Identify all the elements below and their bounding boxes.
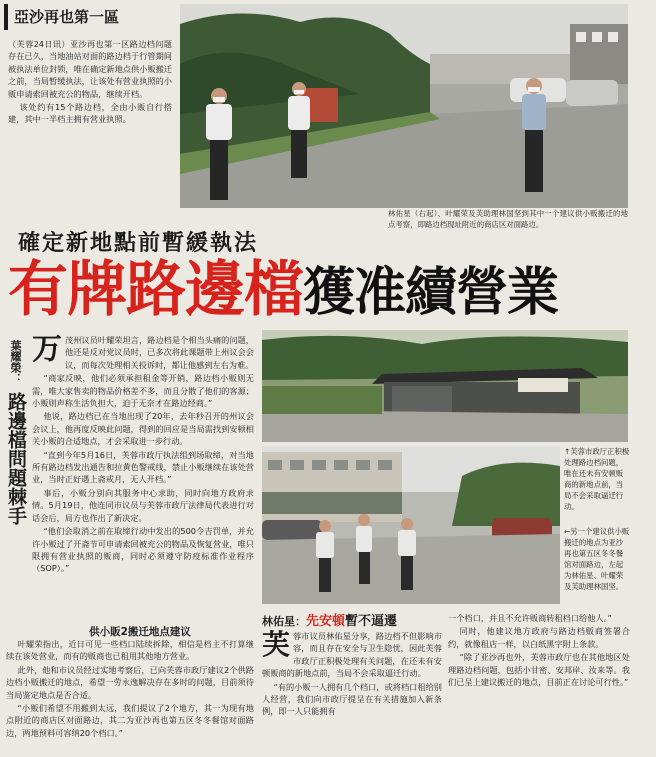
photo-roadside-inspection <box>180 4 628 208</box>
col1-paragraph-5: 事后，小贩分别向其服务中心求助，同时向地方政府求情。5月19日，他连同市议员与芙蓉市政厅法律局代表进行对话会后，局方也作出了新决定。 <box>32 487 254 523</box>
photo2-scene <box>262 330 628 442</box>
photo-roadside-stalls <box>262 330 628 442</box>
col3-paragraph-2: 同时，他建议地方政府与路边档贩商签署合约，就像租店一样，以白纸黑字附上条款。 <box>448 626 630 649</box>
col3-paragraph-1: 一个档口，并且不允许贩商转租档口给他人。” <box>448 613 612 623</box>
col1b-paragraph-1: 叶耀荣指出，近日可见一些档口陆续拆除，相信是档主不打算继续在该处营业，而有的贩商也已租用其他地方营业。 <box>6 639 254 662</box>
photo2-caption: ↑芙蓉市政厅正积极处理路边档问题，唯在还未有安顿贩商的新地点前，当局不会采取逼迁行动。 <box>564 447 630 511</box>
headline-main-red: 有牌路邊檔 <box>8 255 303 325</box>
column2-story <box>262 630 442 719</box>
column1-story <box>32 334 254 576</box>
side-label-person: 葉耀榮： <box>9 340 22 384</box>
col1-paragraph-3: 他说，路边档已在当地出现了20年，去年秒召开的州议会会议上，他再度反映此问题，得到的回应是当局需找到安顿相关小贩的合适地点，才会采取进一步行动。 <box>32 411 254 447</box>
col1b-paragraph-2: 此外，他和市议员经过实地考察后，已向芙蓉市政厅建议2个供路边档小贩搬迁的地点，希望一劳永逸解决存在多时的问题，目前须待当局鉴定地点是否合适。 <box>6 664 254 700</box>
top-paragraph-1: （芙蓉24日讯）亚沙再也第一区路边档问题存在已久，当地油站对面的路边档于行管期间被执法单位封锁，唯在确定新地点供小贩搬迁之前，当局暂缓执法，让该处有营业执照的小贩申请索回被充公的物品，继续开档。 <box>8 39 172 99</box>
col1-paragraph-4: “直到今年5月16日，芙蓉市政厅执法组到场取缔，对当地所有路边档发出通告和拉黄色警戒线，禁止小贩继续在该处营业，当时正好遇上斋戒月，无人开档。” <box>32 449 254 485</box>
headline-main-black: 獲准續營業 <box>303 263 559 323</box>
column1-subhead: 供小販2搬迁地点建议 <box>89 626 191 638</box>
col1-paragraph-1: 茂州议员叶耀荣坦言，路边档是个相当头痛的问题，他还是反对党议员时，已多次将此课题带上州议会会议，而每次处理相关投诉时，都让他感到左右为难。 <box>65 335 254 370</box>
col1-paragraph-2: “商家反映，他们必须承担租金等开销，路边档小贩则无需，唯大家售卖的物品价格差不多，而且分散了他们的客源；小贩则声称生活负担大，迫于无奈才在路边经商。” <box>32 373 254 409</box>
column2-byline <box>262 610 462 629</box>
column3-story <box>448 612 630 689</box>
top-story-text <box>8 38 172 127</box>
photo-shoplot-street <box>262 446 560 604</box>
side-label-topic: 路邊檔問題棘手 <box>5 392 27 525</box>
column2-dropcap: 芙 <box>262 628 291 661</box>
col2-paragraph-1: 蓉市议员林佑星分享，路边档不但影响市容，而且存在安全与卫生隐忧，因此芙蓉市政厅正积极处理有关问题，在还未有安顿贩商的新地点前，当局不会采取逼迁行动。 <box>262 631 442 679</box>
top-paragraph-2: 该处约有15个路边档，全由小贩自行搭建，其中一半档主拥有营业执照。 <box>8 102 172 125</box>
column1-story-part2 <box>6 638 254 740</box>
headline-sub: 確定新地點前暫緩執法 <box>18 231 259 256</box>
photo3-scene <box>262 446 560 604</box>
photo3-caption: ←另一个建议供小贩搬迁的地点为亚沙再也第五区冬冬餐馆对面路边，左起为林佑星、叶耀荣及芙助理林国坚。 <box>564 527 630 591</box>
col1-paragraph-6: “他们会取消之前在取缔行动中发出的500令吉罚单，并允许小贩过了开斋节可申请索回被充公的物品及恢复营业，唯只限拥有营业执照的贩商，同时必须遵守防疫标准作业程序（SOP）。” <box>32 526 254 574</box>
headline-main <box>8 254 638 329</box>
top-heading-bar <box>4 4 182 30</box>
photo1-scene <box>180 4 628 208</box>
column2-byline-person: 林佑星： <box>262 615 306 628</box>
col3-paragraph-3: “除了亚沙再也外，芙蓉市政厅也在其他地区处理路边档问题，包括小甘密、安邦岸、汝来等。我们已呈上建议搬迁的地点，目前正在讨论可行性。” <box>448 652 630 688</box>
photo1-caption: 林佑星（右起）、叶耀荣及芙助理林国坚到其中一个建议供小贩搬迁的地点考察，即路边档现址附近的商店区对面路边。 <box>388 209 628 229</box>
column2-byline-rest: 暫不逼遷 <box>345 614 398 629</box>
column1-dropcap: 万 <box>32 332 62 367</box>
top-heading: 亞沙再也第一區 <box>14 8 120 26</box>
column2-byline-red: 先安頓 <box>306 614 346 629</box>
col2-paragraph-2: “有的小贩一人拥有几个档口，或将档口租给别人经营，我们向市政厅提呈在有关措施加入新条例，即一人只能拥有 <box>262 681 442 717</box>
col1b-paragraph-3: “小贩们希望不用搬到太远，我们提议了2个地方，其一为现有地点附近的商店区对面路边，其二为亚沙再也第五区冬冬餐馆对面路边，两地预料可容纳20个档口。” <box>6 703 254 738</box>
